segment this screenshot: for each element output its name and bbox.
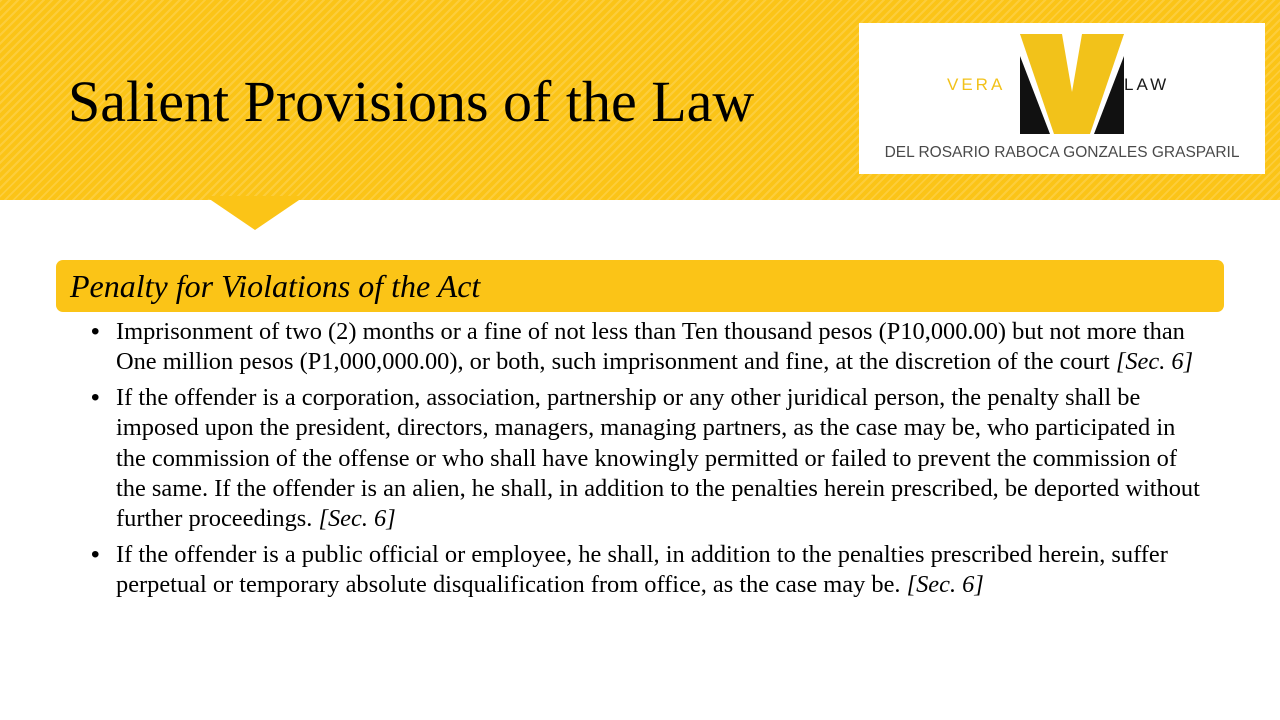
bullet-text: If the offender is a public official or employee, he shall, in addition to the penalties prescribed herein, suffer perpetual or temporary absolute disqualification from office, as the case may be. — [116, 540, 1168, 599]
bullet-text: Imprisonment of two (2) months or a fine of not less than Ten thousand pesos (P10,000.00) but not more than One million pesos (P1,000,000.00), or both, such imprisonment and fine, at the discretion of the court — [116, 318, 1185, 376]
bullet-citation: [Sec. 6] — [906, 571, 984, 599]
section-title: Penalty for Violations of the Act — [70, 268, 481, 304]
logo-word-law: LAW — [1124, 75, 1170, 94]
logo-v-mark — [1020, 34, 1124, 134]
bullet-text: If the offender is a corporation, association, partnership or any other juridical person, the penalty shall be imposed upon the president, directors, managers, managing partners, as the case may be, who participated in the commission of the offense or who shall have knowingly permitted or failed to prevent the commission of the same. If the offender is an alien, he shall, in addition to the penalties herein prescribed, be deported without further proceedings. — [116, 383, 1200, 533]
bullet-dot: • — [91, 540, 100, 568]
logo-word-vera: VERA — [947, 75, 1006, 94]
bullet-item — [0, 317, 1202, 378]
firm-logo — [859, 23, 1265, 174]
bullet-citation: [Sec. 6] — [318, 505, 396, 533]
header-pointer — [205, 196, 305, 230]
bullet-citation: [Sec. 6] — [1115, 348, 1194, 376]
bullet-dot: • — [91, 383, 100, 411]
bullet-item — [0, 383, 1202, 535]
slide-title: Salient Provisions of the Law — [68, 69, 755, 134]
logo-firm-name: DEL ROSARIO RABOCA GONZALES GRASPARIL — [884, 144, 1240, 161]
bullet-item — [0, 540, 1202, 601]
section-header-bar — [56, 260, 1224, 312]
bullet-dot: • — [91, 318, 100, 345]
penalty-bullet-list — [0, 317, 1280, 606]
